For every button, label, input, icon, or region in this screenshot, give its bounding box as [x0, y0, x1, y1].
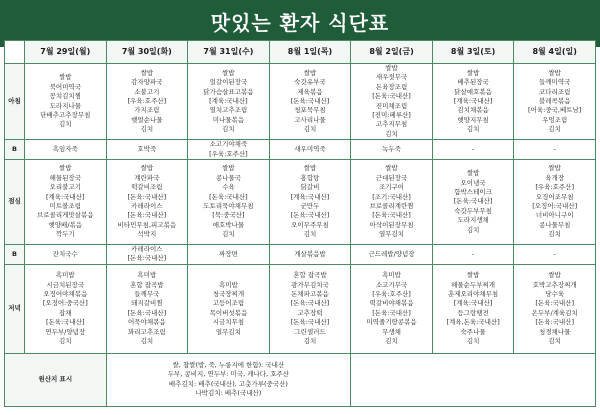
origin-row	[5, 353, 596, 406]
menu-cell	[432, 245, 514, 265]
menu-item: 떡갈비야채볶음	[369, 299, 414, 308]
origin-line: 두부, 콩비지, 연두부: 미국, 캐나다, 호주산	[167, 370, 290, 379]
menu-item: 햇양배/볶음	[48, 220, 83, 229]
menu-cell	[514, 64, 596, 140]
menu-cell	[514, 245, 596, 265]
menu-item: 호박고추장찌개	[532, 280, 577, 289]
menu-item: [돈육:국내산]	[127, 211, 167, 220]
menu-item: 잔치국수	[52, 249, 78, 258]
menu-item: [우육:호주산]	[127, 96, 167, 105]
menu-cell	[514, 160, 596, 245]
menu-item: 녹두죽	[382, 144, 401, 153]
menu-item: [돈육:국내산]	[535, 318, 575, 327]
menu-item: [진미:페루산]	[372, 111, 411, 120]
menu-item: 흑미밥	[55, 271, 75, 280]
menu-item: 쌀밥	[140, 164, 154, 173]
menu-cell	[106, 140, 188, 160]
menu-item: -	[553, 249, 556, 258]
meal-label: 아침	[5, 64, 25, 140]
menu-item: 김치	[303, 125, 317, 134]
menu-item: 소고기무국	[375, 280, 408, 289]
menu-item: 쌀밥	[59, 73, 72, 82]
menu-item: 청국장찌개	[212, 290, 245, 299]
menu-item: [계육:국내산]	[453, 299, 493, 308]
menu-item: [돈육:국내산]	[535, 299, 575, 308]
menu-item: [오징어:국내산]	[532, 202, 578, 211]
menu-item: 애호박나물	[212, 220, 245, 229]
menu-item: 쌀밥	[303, 68, 317, 77]
menu-item: 오이무주무침	[291, 220, 329, 229]
day-header: 7월 29일(월)	[25, 41, 107, 64]
menu-item: [우육:호주산]	[535, 183, 575, 192]
menu-item: 쌀밥	[548, 271, 561, 280]
menu-item: [돈육:국내산]	[290, 96, 330, 105]
menu-item: 흑임자죽	[52, 144, 78, 153]
menu-item: 코다리조림	[538, 87, 571, 96]
menu-item: 쌀밥	[466, 68, 480, 77]
menu-item: 김치	[548, 125, 561, 134]
corner-cell	[5, 41, 25, 64]
menu-item: 돈육장조림	[375, 82, 408, 91]
menu-cell	[351, 264, 433, 353]
menu-item: 숙주나물	[460, 327, 486, 336]
meal-label: B	[5, 245, 25, 265]
origin-text	[106, 353, 351, 406]
menu-item: 김치	[222, 125, 235, 134]
menu-item: 미트볼조림	[49, 202, 81, 211]
menu-item: 목이버섯볶음	[209, 308, 248, 317]
menu-item: [돈육:국내산]	[290, 211, 330, 220]
menu-item: 숙갓두부무침	[454, 206, 492, 215]
menu-item: 청경채나물	[538, 327, 571, 336]
menu-item: 군만두	[300, 202, 320, 211]
menu-item: 고사리나물	[294, 115, 326, 124]
meal-row-breakfast	[5, 64, 596, 140]
menu-item: [돈육:국내산]	[127, 308, 167, 317]
menu-cell	[25, 64, 107, 140]
menu-item: 김치	[466, 225, 480, 234]
menu-item: 오징어조무침	[535, 192, 574, 201]
menu-cell	[514, 264, 596, 353]
origin-line: 나박김치: 배추(국내산)	[195, 389, 262, 398]
menu-item: 닭갈비	[300, 183, 320, 192]
origin-line: 쌀, 찹쌀(밥, 죽, 누룽지에 한함): 국내산	[172, 361, 285, 370]
menu-item: 고추지무침	[375, 120, 408, 129]
menu-item: 들깨무국	[134, 290, 160, 299]
menu-cell	[188, 264, 270, 353]
menu-item: [계육:국내산]	[290, 192, 330, 201]
menu-item: 그린샐러드	[294, 327, 326, 336]
menu-cell	[269, 140, 351, 160]
menu-item: 고등어조림	[212, 299, 245, 308]
menu-item: 김치	[59, 120, 72, 129]
menu-item: 어묵야채볶음	[128, 318, 166, 327]
menu-cell	[106, 160, 188, 245]
menu-item: 석박지	[137, 230, 157, 239]
menu-item: 당수육	[545, 290, 565, 299]
menu-cell	[25, 245, 107, 265]
menu-item: 쌀밥	[59, 164, 72, 173]
day-header: 8월 2일(금)	[351, 41, 433, 64]
menu-cell	[351, 140, 433, 160]
menu-item: 배추된장국	[457, 78, 489, 87]
day-header: 7월 31일(수)	[188, 41, 270, 64]
menu-item: [계육,돈육:국내산]	[446, 318, 500, 327]
menu-item: 새우젓무국	[375, 73, 408, 82]
menu-item: 조기구이	[378, 183, 405, 192]
menu-item: 등그랑땡전	[457, 308, 489, 317]
origin-line: 배추김치: 배추(국내산), 고춧가루(중국산)	[168, 379, 288, 388]
menu-item: 김치	[466, 337, 480, 346]
menu-item: 도토리묵야채무침	[203, 202, 254, 211]
menu-item: [어육:중국,베트남]	[528, 106, 582, 115]
menu-item: [계육:국내산]	[45, 192, 85, 201]
menu-cell	[269, 64, 351, 140]
menu-item: 브로콜리계란찜	[369, 202, 414, 211]
menu-item: 김치	[385, 337, 398, 346]
menu-item: [계육:국내산]	[453, 96, 493, 105]
menu-item: 김치	[140, 125, 154, 134]
menu-cell	[188, 245, 270, 265]
menu-item: 함박스테이크	[454, 187, 492, 196]
menu-item: 떡갈비조림	[131, 183, 163, 192]
day-header: 8월 3일(토)	[432, 41, 514, 64]
menu-item: [오징어:중국산]	[42, 299, 88, 308]
meal-label: 저녁	[5, 264, 25, 353]
menu-item: 열무김치	[378, 230, 405, 239]
menu-item: [돈육:국내산]	[372, 211, 411, 220]
menu-item: 쌀밥	[466, 169, 480, 178]
meal-row-snack-afternoon	[5, 245, 596, 265]
menu-item: 돼지갈비찜	[131, 299, 163, 308]
menu-cell	[514, 140, 596, 160]
menu-item: 닭살애호볶음	[454, 87, 492, 96]
menu-item: [돈육:국내산]	[290, 299, 330, 308]
meal-label: 점심	[5, 160, 25, 245]
menu-item: 블레콕볶음	[538, 96, 571, 105]
menu-item: 소불고기	[134, 87, 160, 96]
menu-cell	[188, 160, 270, 245]
menu-item: 온두부/계육김치	[531, 308, 578, 317]
meal-row-snack-morning	[5, 140, 596, 160]
menu-item: [돈육:국내산]	[45, 318, 85, 327]
menu-cell	[106, 264, 188, 353]
menu-item: 닭가슴살표고볶음	[203, 87, 254, 96]
menu-item: 브로콜리게맛살볶음	[37, 211, 94, 220]
menu-item: 흑미밥	[137, 271, 157, 280]
menu-item: 혼합 잡곡밥	[130, 280, 164, 289]
menu-item: 쌀밥	[222, 68, 235, 77]
menu-item: 카레라이스	[131, 202, 163, 211]
menu-item: -	[553, 144, 556, 153]
menu-item: 계살볶음밥	[294, 249, 326, 258]
menu-cell	[269, 245, 351, 265]
menu-item: 김치	[548, 337, 561, 346]
menu-item: 쌀밥	[140, 68, 154, 77]
menu-item: 해물순두부찌개	[451, 280, 496, 289]
menu-item: [돈육:국내산]	[290, 318, 330, 327]
menu-item: 짜장면	[218, 249, 238, 258]
menu-item: -	[471, 144, 475, 153]
menu-item: 잡채	[59, 308, 72, 317]
menu-item: 김치	[548, 230, 561, 239]
menu-item: 숙갓유부국	[294, 78, 326, 87]
menu-item: 꽁치김치찜	[49, 92, 81, 101]
menu-item: 제육볶음	[297, 87, 323, 96]
page-title: 맛있는 환자 식단표	[210, 11, 390, 35]
menu-item: 얼갈이된장국	[209, 78, 248, 87]
menu-item: 김치	[59, 337, 72, 346]
menu-item: 시금치무침	[212, 318, 245, 327]
menu-item: 도라지나물	[49, 101, 81, 110]
menu-item: 시금치된장국	[46, 280, 85, 289]
menu-cell	[432, 160, 514, 245]
menu-item: 육개장	[545, 173, 565, 182]
menu-item: 콩나물국	[215, 173, 241, 182]
menu-item: 김치	[303, 230, 317, 239]
menu-item: 도라지생채	[457, 216, 489, 225]
menu-item: 너비아니구이	[535, 211, 574, 220]
menu-item: [돈육:국내산]	[372, 92, 411, 101]
menu-item: 오이냉국	[460, 178, 486, 187]
menu-item: 콩나물무침	[538, 220, 571, 229]
day-header-row	[5, 41, 596, 64]
menu-item: [돈육:국내산]	[127, 192, 167, 201]
menu-cell	[269, 160, 351, 245]
menu-item: [돈육:국내산]	[209, 192, 248, 201]
menu-item: 카레라이스	[131, 245, 163, 254]
menu-item: 해물된장국	[49, 173, 81, 182]
meal-row-dinner	[5, 264, 596, 353]
menu-item: 흑미밥	[382, 271, 401, 280]
menu-item: 김치	[222, 230, 235, 239]
menu-item: -	[471, 249, 475, 258]
menu-item: 김치	[466, 125, 480, 134]
menu-item: 쌀밥	[466, 271, 480, 280]
origin-label: 원산지 표시	[5, 353, 107, 406]
menu-item: 새우미역죽	[294, 144, 326, 153]
menu-item: [묵:중국산]	[212, 211, 245, 220]
menu-item: 소고기야채죽	[209, 140, 248, 149]
menu-item: 광가무김치국	[291, 280, 329, 289]
menu-item: 비타민무침,피고볶음	[117, 220, 177, 229]
menu-cell	[106, 64, 188, 140]
menu-item: [계육:국내산]	[209, 96, 248, 105]
menu-cell	[269, 264, 351, 353]
meal-label: B	[5, 140, 25, 160]
day-header: 7월 30일(화)	[106, 41, 188, 64]
menu-item: 들깨미역국	[538, 78, 571, 87]
menu-item: 호박죽	[137, 144, 157, 153]
menu-cell	[351, 160, 433, 245]
menu-cell	[188, 64, 270, 140]
menu-cell	[351, 245, 433, 265]
menu-item: 고추장떡	[297, 308, 323, 317]
menu-item: 햇양지무침	[457, 115, 489, 124]
menu-cell	[432, 64, 514, 140]
menu-cell	[432, 264, 514, 353]
menu-item: 계란파국	[134, 173, 160, 182]
menu-item: 홍합탕	[300, 173, 320, 182]
menu-item: 미나물볶음	[212, 115, 245, 124]
menu-table	[4, 40, 596, 407]
menu-item: 근대된장국	[375, 173, 408, 182]
menu-item: 연두부/양념장	[45, 327, 86, 336]
menu-item: 꽈리고추조림	[128, 327, 166, 336]
menu-item: 우엉조림	[542, 115, 568, 124]
menu-item: 김치채볶음	[457, 106, 489, 115]
menu-item: 오리불고기	[49, 183, 81, 192]
menu-item: 무생채	[382, 327, 401, 336]
menu-item: 쌀밥	[548, 164, 561, 173]
menu-item: 김치	[140, 337, 154, 346]
meal-row-lunch	[5, 160, 596, 245]
menu-item: 쌀밥	[222, 164, 235, 173]
menu-cell	[106, 245, 188, 265]
menu-cell	[25, 264, 107, 353]
menu-item: [우육:호주산]	[209, 149, 248, 158]
menu-item: 쌀밥	[385, 64, 398, 72]
menu-item: [돈육:국내산]	[453, 197, 493, 206]
menu-item: [조기:국내산]	[372, 192, 411, 201]
menu-cell	[25, 140, 107, 160]
menu-item: 단배추고추장무침	[40, 111, 91, 120]
menu-item: 수육	[222, 183, 235, 192]
menu-item: 혼합 잡곡밥	[293, 271, 327, 280]
menu-item: 가지조림	[134, 106, 160, 115]
menu-cell	[351, 64, 433, 140]
menu-item: 열무김치	[215, 327, 241, 336]
menu-item: 아삭이된장무침	[369, 220, 414, 229]
menu-item: 청포묵무침	[294, 106, 326, 115]
menu-item: 김치	[385, 129, 398, 138]
menu-item: [돈육:국내산]	[372, 308, 411, 317]
menu-cell	[25, 160, 107, 245]
menu-item: 햇얼순나물	[131, 115, 163, 124]
menu-item: 깍두기	[55, 230, 75, 239]
menu-item: 진미채조림	[375, 101, 408, 110]
menu-cell	[432, 140, 514, 160]
menu-item: 쌀밥	[385, 164, 398, 173]
menu-item: 북어미역국	[49, 82, 81, 91]
menu-item: 김치	[303, 337, 317, 346]
day-header: 8월 4일(일)	[514, 41, 596, 64]
menu-item: 근드레밥/양념장	[368, 249, 415, 258]
menu-item: 열치고추조림	[209, 106, 248, 115]
menu-item: [우육:호주산]	[372, 290, 411, 299]
menu-item: 훈제오리야채무침	[447, 290, 499, 299]
menu-item: 미역줄기땅콩볶음	[366, 318, 417, 327]
menu-item: [돈육:국내산]	[127, 254, 167, 263]
origin-blank	[351, 353, 596, 406]
menu-item: 쌀밥	[303, 164, 317, 173]
menu-item: 돈채파고볶음	[291, 290, 329, 299]
menu-item: 감자양파국	[131, 78, 163, 87]
menu-item: 쌀밥	[548, 68, 561, 77]
day-header: 8월 1일(목)	[269, 41, 351, 64]
menu-item: 흑미밥	[218, 280, 238, 289]
menu-cell	[188, 140, 270, 160]
menu-item: 오징어야채볶음	[43, 290, 88, 299]
